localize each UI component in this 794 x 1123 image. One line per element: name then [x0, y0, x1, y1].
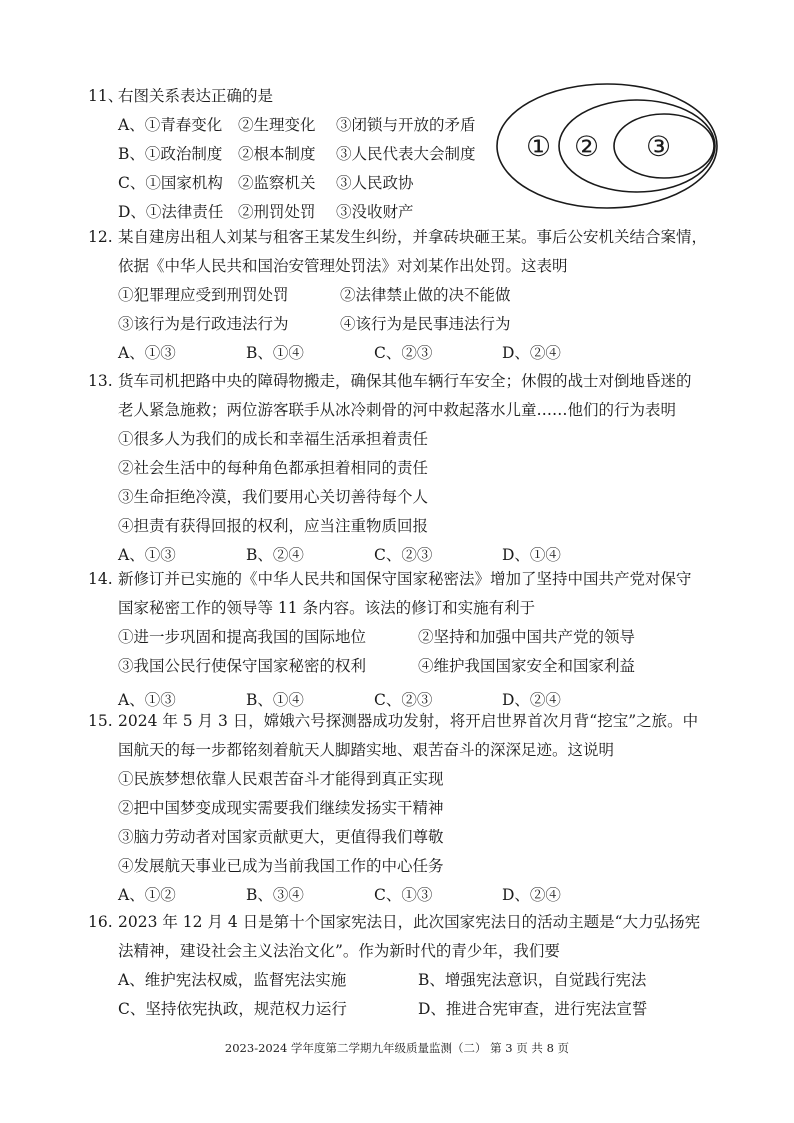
- choice-a: A、①③: [118, 344, 176, 362]
- option-row-b: [88, 140, 476, 169]
- diagram-label-3: ③: [646, 130, 672, 163]
- choice-d: D、①④: [502, 546, 561, 564]
- choice-a: A、①③: [118, 546, 176, 564]
- question-16: [88, 908, 738, 1024]
- statement: ①犯罪理应受到刑罚处罚: [118, 286, 289, 304]
- question-number: 13.: [88, 372, 113, 390]
- option-d-3: ③没收财产: [336, 203, 414, 221]
- statement: ④该行为是民事违法行为: [340, 315, 511, 333]
- statement: ②社会生活中的每种角色都承担着相同的责任: [118, 459, 429, 477]
- question-stem-line: 2023 年 12 月 4 日是第十个国家宪法日，此次国家宪法日的活动主题是“大力弘扬宪: [118, 913, 701, 931]
- choice-a: A、维护宪法权威，监督宪法实施: [118, 971, 347, 989]
- choice-d: D、②④: [502, 344, 561, 362]
- statement-row: [118, 623, 738, 652]
- option-a-3: ③闭锁与开放的矛盾: [336, 116, 476, 134]
- statement: ④担责有获得回报的权利，应当注重物质回报: [118, 517, 429, 535]
- question-stem-line: 货车司机把路中央的障碍物搬走，确保其他车辆行车安全；休假的战士对倒地昏迷的: [118, 372, 692, 390]
- option-c-3: ③人民政协: [336, 174, 414, 192]
- question-number: 15.: [88, 712, 113, 730]
- question-13: [88, 367, 738, 570]
- statement: ③该行为是行政违法行为: [118, 315, 289, 333]
- page-footer: 2023-2024 学年度第二学期九年级质量监测（二） 第 3 页 共 8 页: [224, 1041, 570, 1055]
- statement: ②法律禁止做的决不能做: [340, 286, 511, 304]
- choice-b: B、①④: [246, 344, 304, 362]
- nested-ellipse-diagram: [494, 80, 720, 212]
- choice-d: D、②④: [502, 691, 561, 709]
- question-15: [88, 707, 738, 910]
- question-number: 12.: [88, 228, 113, 246]
- diagram-label-1: ①: [526, 130, 552, 163]
- choice-d: D、推进合宪审查，进行宪法宣誓: [418, 1000, 648, 1018]
- choice-c: C、②③: [374, 546, 433, 564]
- option-d-1: D、①法律责任: [118, 203, 224, 221]
- question-stem: 右图关系表达正确的是: [118, 87, 274, 105]
- statement: ①进一步巩固和提高我国的国际地位: [118, 628, 367, 646]
- question-stem-line: 国家秘密工作的领导等 11 条内容。该法的修订和实施有利于: [118, 599, 536, 617]
- choice-row: [118, 339, 738, 368]
- choice-d: D、②④: [502, 886, 561, 904]
- statement: ④发展航天事业已成为当前我国工作的中心任务: [118, 857, 444, 875]
- option-b-2: ②根本制度: [238, 145, 316, 163]
- statement: ④维护我国国家安全和国家利益: [418, 657, 636, 675]
- choice-b: B、②④: [246, 546, 304, 564]
- question-stem-line: 法精神，建设社会主义法治文化”。作为新时代的青少年，我们要: [118, 942, 560, 960]
- choice-b: B、①④: [246, 691, 304, 709]
- option-b-1: B、①政治制度: [118, 145, 223, 163]
- option-c-1: C、①国家机构: [118, 174, 223, 192]
- statement: ①很多人为我们的成长和幸福生活承担着责任: [118, 430, 429, 448]
- question-11: [88, 82, 476, 227]
- choice-row: [118, 995, 738, 1024]
- question-stem-line: 依据《中华人民共和国治安管理处罚法》对刘某作出处罚。这表明: [118, 257, 568, 275]
- question-number: 16.: [88, 913, 113, 931]
- statement: ②把中国梦变成现实需要我们继续发扬实干精神: [118, 799, 444, 817]
- choice-row: [118, 881, 738, 910]
- question-stem-line: 某自建房出租人刘某与租客王某发生纠纷，并拿砖块砸王某。事后公安机关结合案情，: [118, 228, 708, 246]
- diagram-label-2: ②: [574, 130, 600, 163]
- choice-b: B、③④: [246, 886, 304, 904]
- option-a-1: A、①青春变化: [118, 116, 223, 134]
- choice-a: A、①③: [118, 691, 176, 709]
- statement-row: [118, 281, 738, 310]
- question-12: [88, 223, 738, 368]
- question-number: 14.: [88, 570, 113, 588]
- question-14: [88, 565, 738, 715]
- choice-row: [118, 966, 738, 995]
- choice-c: C、②③: [374, 691, 433, 709]
- question-stem-line: 新修订并已实施的《中华人民共和国保守国家秘密法》增加了坚持中国共产党对保守: [118, 570, 692, 588]
- option-c-2: ②监察机关: [238, 174, 316, 192]
- option-row-a: [88, 111, 476, 140]
- statement: ①民族梦想依靠人民艰苦奋斗才能得到真正实现: [118, 770, 444, 788]
- option-d-2: ②刑罚处罚: [238, 203, 316, 221]
- option-row-c: [88, 169, 476, 198]
- choice-c: C、坚持依宪执政，规范权力运行: [118, 1000, 347, 1018]
- choice-c: C、①③: [374, 886, 433, 904]
- statement: ③生命拒绝冷漠，我们要用心关切善待每个人: [118, 488, 429, 506]
- statement-row: [118, 652, 738, 681]
- option-b-3: ③人民代表大会制度: [336, 145, 476, 163]
- question-stem-line: 老人紧急施救；两位游客联手从冰冷刺骨的河中救起落水儿童……他们的行为表明: [118, 401, 677, 419]
- choice-a: A、①②: [118, 886, 176, 904]
- question-number: 11、: [88, 87, 124, 105]
- question-stem-line: 2024 年 5 月 3 日，嫦娥六号探测器成功发射，将开启世界首次月背“挖宝”之旅。中: [118, 712, 699, 730]
- question-stem-line: 国航天的每一步都铭刻着航天人脚踏实地、艰苦奋斗的深深足迹。这说明: [118, 741, 615, 759]
- statement: ②坚持和加强中国共产党的领导: [418, 628, 636, 646]
- statement-row: [118, 310, 738, 339]
- choice-b: B、增强宪法意识，自觉践行宪法: [418, 971, 647, 989]
- statement: ③脑力劳动者对国家贡献更大，更值得我们尊敬: [118, 828, 444, 846]
- statement: ③我国公民行使保守国家秘密的权利: [118, 657, 367, 675]
- option-a-2: ②生理变化: [238, 116, 316, 134]
- choice-c: C、②③: [374, 344, 433, 362]
